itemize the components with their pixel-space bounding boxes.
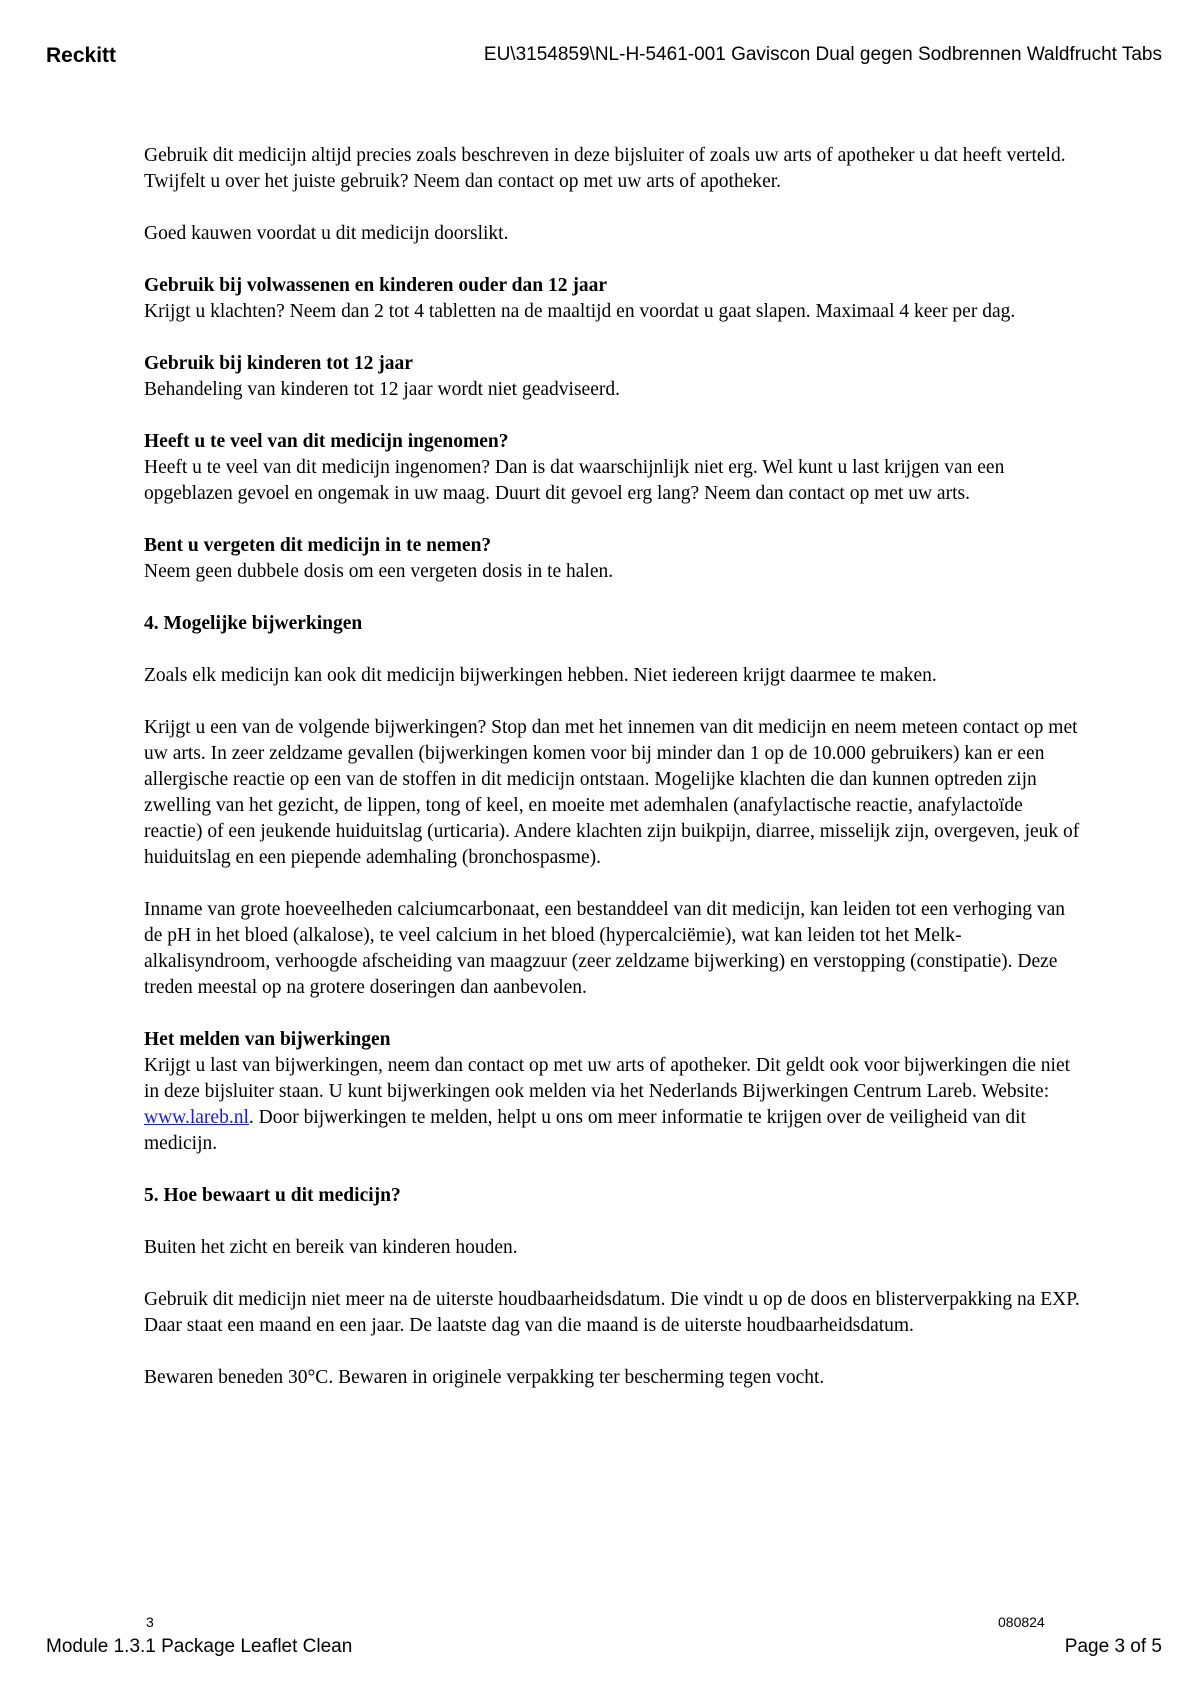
- adult-use-text: Krijgt u klachten? Neem dan 2 tot 4 tabletten na de maaltijd en voordat u gaat slapen. Maximaal 4 keer per dag.: [144, 301, 1016, 322]
- document-id: EU\3154859\NL-H-5461-001 Gaviscon Dual gegen Sodbrennen Waldfrucht Tabs: [483, 44, 1162, 65]
- adult-use-heading: Gebruik bij volwassenen en kinderen ouder dan 12 jaar: [144, 275, 608, 296]
- allergic-reaction-paragraph: Krijgt u een van de volgende bijwerkingen? Stop dan met het innemen van dit medicijn en neem meteen contact op met uw arts. In zeer zeldzame gevallen (bijwerkingen komen voor bij minder dan 1 op de 10.000 gebruikers) kan er een allergische reactie op een van de stoffen in dit medicijn ontstaan. Mogelijke klachten die dan kunnen optreden zijn zwelling van het gezicht, de lippen, tong of keel, en moeite met ademhalen (anafylactische reactie, anafylactoïde reactie) of een jeukende huiduitslag (urticaria). Andere klachten zijn buikpijn, diarree, misselijk zijn, overgeven, jeuk of huiduitslag en een piepende ademhaling (bronchospasme).: [144, 717, 1080, 868]
- report-side-effects-section: [144, 1027, 1084, 1157]
- child-use-section: [144, 351, 1084, 403]
- module-label: Module 1.3.1 Package Leaflet Clean: [46, 1636, 353, 1657]
- calcium-carbonate-paragraph: Inname van grote hoeveelheden calciumcarbonaat, een bestanddeel van dit medicijn, kan leiden tot een verhoging van de pH in het bloed (alkalose), te veel calcium in het bloed (hypercalciëmie), wat kan leiden tot het Melk-alkalisyndroom, verhoogde afscheiding van maagzuur (zeer zeldzame bijwerking) en verstopping (constipatie). Deze treden meestal op na grotere doseringen dan aanbevolen.: [144, 899, 1066, 998]
- expiry-paragraph: Gebruik dit medicijn niet meer na de uiterste houdbaarheidsdatum. Die vindt u op de doos en blisterverpakking na EXP. Daar staat een maand en een jaar. De laatste dag van die maand is de uiterste houdbaarheidsdatum.: [144, 1289, 1080, 1336]
- intro-paragraph: Gebruik dit medicijn altijd precies zoals beschreven in deze bijsluiter of zoals uw arts of apotheker u dat heeft verteld. Twijfelt u over het juiste gebruik? Neem dan contact op met uw arts of apotheker.: [144, 145, 1066, 192]
- child-use-heading: Gebruik bij kinderen tot 12 jaar: [144, 353, 413, 374]
- storage-children-paragraph: Buiten het zicht en bereik van kinderen houden.: [144, 1237, 518, 1258]
- leaflet-content: [144, 143, 1084, 1417]
- report-text-before: Krijgt u last van bijwerkingen, neem dan contact op met uw arts of apotheker. Dit geldt ook voor bijwerkingen die niet in deze bijsluiter staan. U kunt bijwerkingen ook melden via het Nederlands Bijwerkingen Centrum Lareb. Website:: [144, 1055, 1071, 1102]
- page-indicator: Page 3 of 5: [1064, 1636, 1162, 1657]
- lareb-website-link[interactable]: www.lareb.nl: [144, 1107, 249, 1128]
- adult-use-section: [144, 273, 1084, 325]
- footer-meta: [0, 1614, 1200, 1634]
- side-effects-intro: Zoals elk medicijn kan ook dit medicijn bijwerkingen hebben. Niet iedereen krijgt daarmee te maken.: [144, 665, 937, 686]
- overdose-heading: Heeft u te veel van dit medicijn ingenomen?: [144, 431, 509, 452]
- chewing-paragraph: Goed kauwen voordat u dit medicijn doorslikt.: [144, 223, 509, 244]
- report-text-after: . Door bijwerkingen te melden, helpt u ons om meer informatie te krijgen over de veiligheid van dit medicijn.: [144, 1107, 1026, 1154]
- overdose-section: [144, 429, 1084, 507]
- page-footer: [46, 1636, 1162, 1664]
- page-header: [46, 44, 1162, 74]
- overdose-text: Heeft u te veel van dit medicijn ingenomen? Dan is dat waarschijnlijk niet erg. Wel kunt u last krijgen van een opgeblazen gevoel en ongemak in uw maag. Duurt dit gevoel erg lang? Neem dan contact op met uw arts.: [144, 457, 1005, 504]
- child-use-text: Behandeling van kinderen tot 12 jaar wordt niet geadviseerd.: [144, 379, 620, 400]
- section-4-heading: 4. Mogelijke bijwerkingen: [144, 613, 363, 634]
- version-code: 080824: [998, 1614, 1045, 1630]
- page-number: 3: [146, 1614, 154, 1630]
- storage-temperature-paragraph: Bewaren beneden 30°C. Bewaren in originele verpakking ter bescherming tegen vocht.: [144, 1367, 825, 1388]
- forgot-dose-section: [144, 533, 1084, 585]
- company-name: Reckitt: [46, 44, 117, 67]
- section-5-heading: 5. Hoe bewaart u dit medicijn?: [144, 1185, 401, 1206]
- forgot-dose-text: Neem geen dubbele dosis om een vergeten dosis in te halen.: [144, 561, 614, 582]
- forgot-dose-heading: Bent u vergeten dit medicijn in te nemen?: [144, 535, 492, 556]
- report-side-effects-heading: Het melden van bijwerkingen: [144, 1029, 391, 1050]
